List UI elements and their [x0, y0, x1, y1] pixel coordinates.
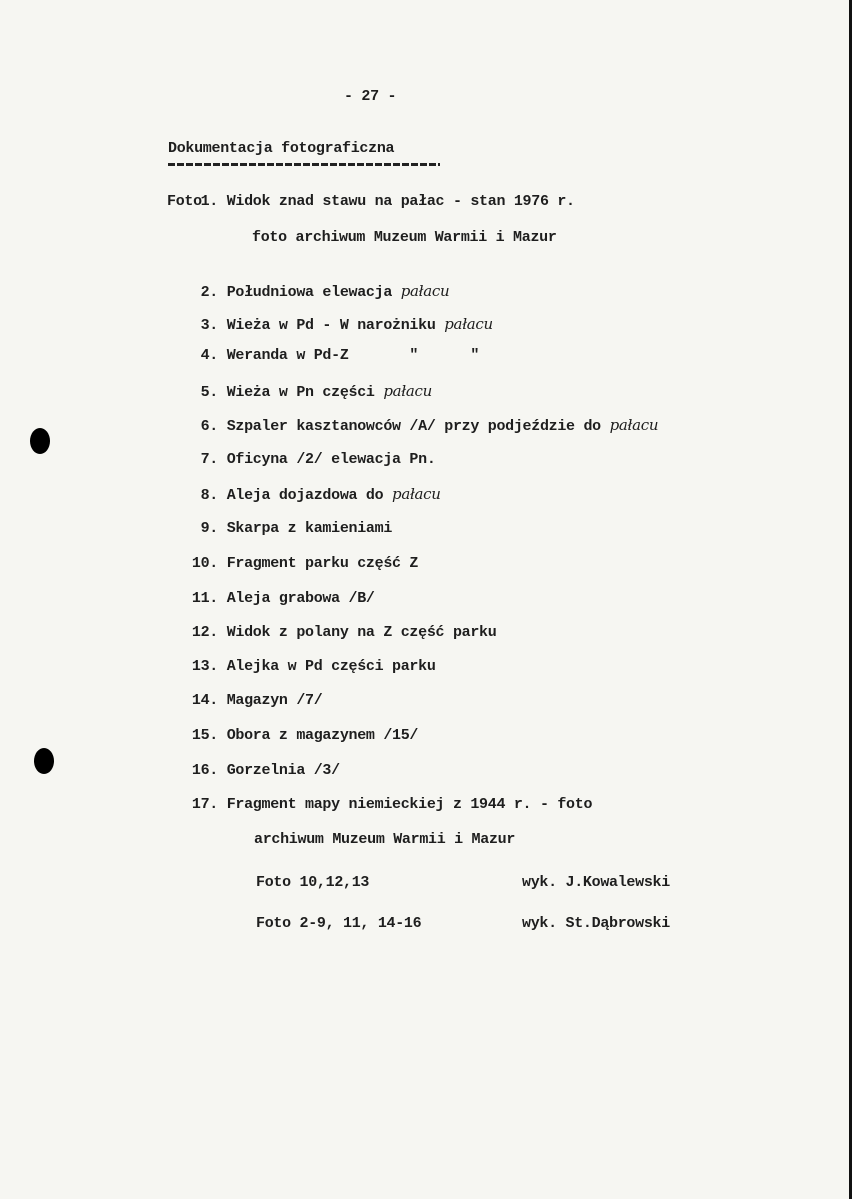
list-item [174, 193, 575, 210]
handwritten-note: pałacu [392, 485, 441, 503]
page-number: - 27 - [344, 88, 397, 105]
list-item: 14. Magazyn /7/ [191, 692, 323, 709]
item-number: 1. [200, 193, 218, 210]
credit-photos: Foto 2-9, 11, 14-16 [256, 915, 422, 932]
list-item: 10. Fragment parku część Z [191, 555, 419, 572]
punch-hole-bottom [34, 748, 54, 774]
punch-hole-top [30, 428, 50, 454]
list-item: 2. Południowa elewacja pałacu [200, 282, 450, 301]
item-text: Widok znad stawu na pałac - stan 1976 r. [226, 193, 575, 210]
handwritten-note: pałacu [383, 382, 432, 400]
heading: Dokumentacja fotograficzna [168, 140, 395, 157]
heading-underline [168, 163, 440, 166]
credit-photos: Foto 10,12,13 [256, 874, 370, 891]
handwritten-note: pałacu [400, 282, 450, 300]
handwritten-note: pałacu [444, 315, 493, 333]
list-item: 6. Szpaler kasztanowców /A/ przy podjeździe do pałacu [200, 416, 659, 435]
list-item: 5. Wieża w Pn części pałacu [200, 382, 432, 401]
list-item: 7. Oficyna /2/ elewacja Pn. [200, 451, 436, 468]
list-item: 15. Obora z magazynem /15/ [191, 727, 419, 744]
list-item: 8. Aleja dojazdowa do pałacu [200, 485, 441, 504]
list-item: 16. Gorzelnia /3/ [191, 762, 340, 779]
list-item: 3. Wieża w Pd - W narożniku pałacu [200, 315, 493, 334]
handwritten-note: pałacu [609, 416, 659, 434]
list-item: 4. Weranda w Pd-Z " " [200, 347, 480, 364]
credit-author: wyk. St.Dąbrowski [522, 915, 670, 932]
list-item: 17. Fragment mapy niemieckiej z 1944 r. - foto [191, 796, 593, 813]
list-item-continuation: foto archiwum Muzeum Warmii i Mazur [252, 229, 557, 246]
list-item: 13. Alejka w Pd części parku [191, 658, 436, 675]
list-item-continuation: archiwum Muzeum Warmii i Mazur [254, 831, 516, 848]
photo-label: Foto [167, 193, 202, 210]
list-item: 12. Widok z polany na Z część parku [191, 624, 497, 641]
list-item: 11. Aleja grabowa /B/ [191, 590, 375, 607]
credit-author: wyk. J.Kowalewski [522, 874, 670, 891]
list-item: 9. Skarpa z kamieniami [200, 520, 393, 537]
